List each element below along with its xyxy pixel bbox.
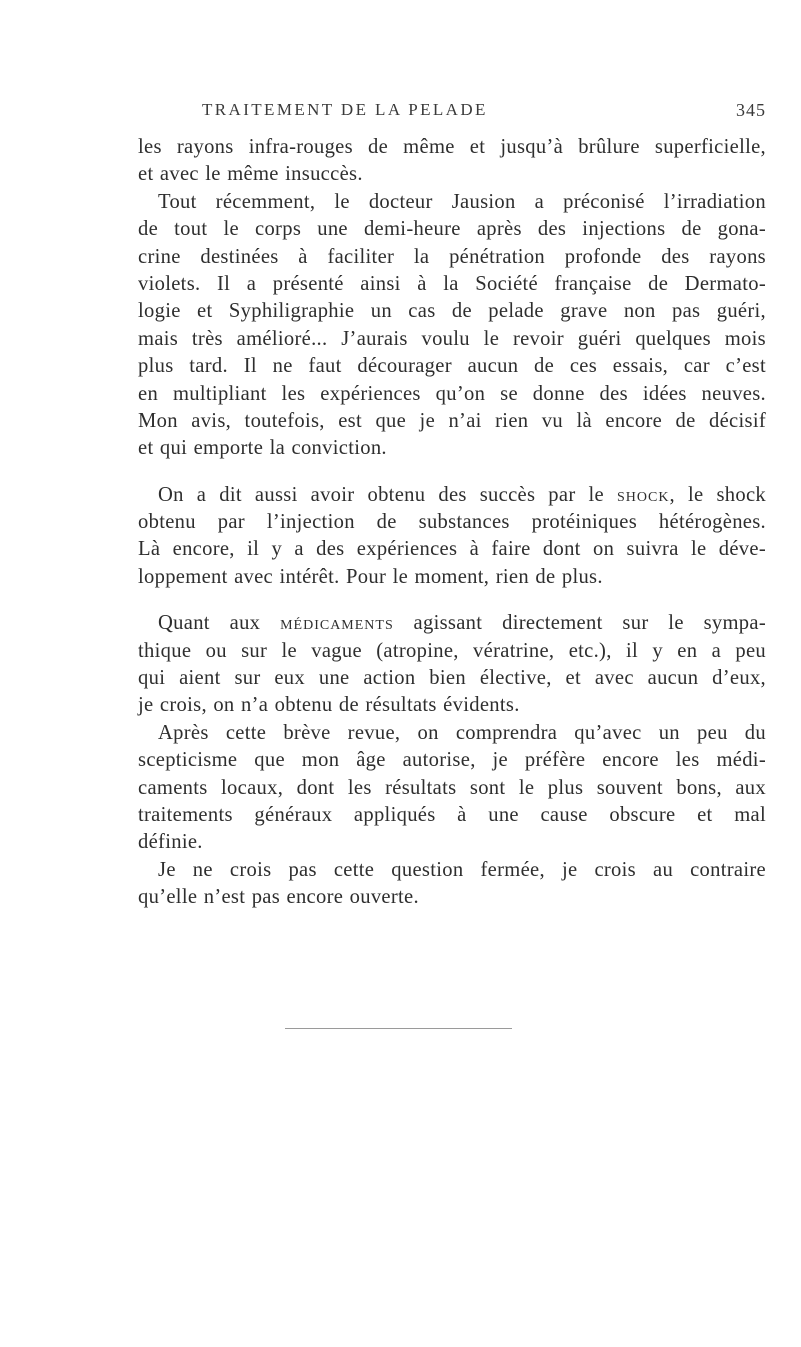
- text-line: les rayons infra-rouges de même et jusqu’à brûlure superficielle,: [138, 136, 766, 158]
- text-line: Mon avis, toutefois, est que je n’ai rien vu là encore de décisif: [138, 409, 766, 432]
- paragraph: [138, 720, 766, 857]
- text-line: et qui emporte la conviction.: [138, 437, 387, 460]
- text-line: crine destinées à faciliter la pénétration profonde des rayons: [138, 245, 766, 268]
- text-line: Là encore, il y a des expériences à faire dont on suivra le déve-: [138, 538, 766, 561]
- text-line: plus tard. Il ne faut décourager aucun de ces essais, car c’est: [138, 355, 766, 378]
- page-number: 345: [736, 100, 766, 120]
- paragraph: [138, 857, 766, 912]
- text-line: thique ou sur le vague (atropine, vératrine, etc.), il y en a peu: [138, 639, 766, 662]
- text-line: Quant aux médicaments agissant directement sur le sympa-: [158, 612, 766, 635]
- running-title: TRAITEMENT DE LA PELADE: [202, 100, 488, 119]
- text-line: Après cette brève revue, on comprendra qu’avec un peu du: [158, 721, 766, 744]
- text-line: définie.: [138, 831, 203, 854]
- section-divider: [285, 1028, 512, 1029]
- text-line: traitements généraux appliqués à une cause obscure et mal: [138, 803, 766, 826]
- text-line: mais très amélioré... J’aurais voulu le revoir guéri quelques mois: [138, 327, 766, 350]
- paragraph: [138, 189, 766, 463]
- text-line: logie et Syphiligraphie un cas de pelade grave non pas guéri,: [138, 300, 766, 323]
- page-header: [186, 100, 766, 126]
- paragraph: [138, 134, 766, 189]
- text-line: en multipliant les expériences qu’on se donne des idées neuves.: [138, 382, 766, 405]
- text-line: obtenu par l’injection de substances protéiniques hétérogènes.: [138, 511, 766, 534]
- text-line: Tout récemment, le docteur Jausion a préconisé l’irradiation: [158, 190, 766, 213]
- text-line: qu’elle n’est pas encore ouverte.: [138, 886, 419, 909]
- text-line: qui aient sur eux une action bien élective, et avec aucun d’eux,: [138, 667, 766, 690]
- text-line: violets. Il a présenté ainsi à la Société française de Dermato-: [138, 272, 766, 295]
- text-line: scepticisme que mon âge autorise, je préfère encore les médi-: [138, 749, 766, 772]
- paragraph: [138, 482, 766, 592]
- text-line: Je ne crois pas cette question fermée, je crois au contraire: [158, 858, 766, 881]
- text-line: et avec le même insuccès.: [138, 163, 363, 186]
- paragraph: [138, 610, 766, 720]
- text-line: caments locaux, dont les résultats sont le plus souvent bons, aux: [138, 776, 766, 799]
- text-line: de tout le corps une demi-heure après des injections de gona-: [138, 218, 766, 241]
- text-line: loppement avec intérêt. Pour le moment, rien de plus.: [138, 565, 603, 588]
- body-text: [138, 134, 766, 912]
- text-line: je crois, on n’a obtenu de résultats évidents.: [138, 694, 520, 717]
- text-line: On a dit aussi avoir obtenu des succès par le shock, le shock: [158, 483, 766, 506]
